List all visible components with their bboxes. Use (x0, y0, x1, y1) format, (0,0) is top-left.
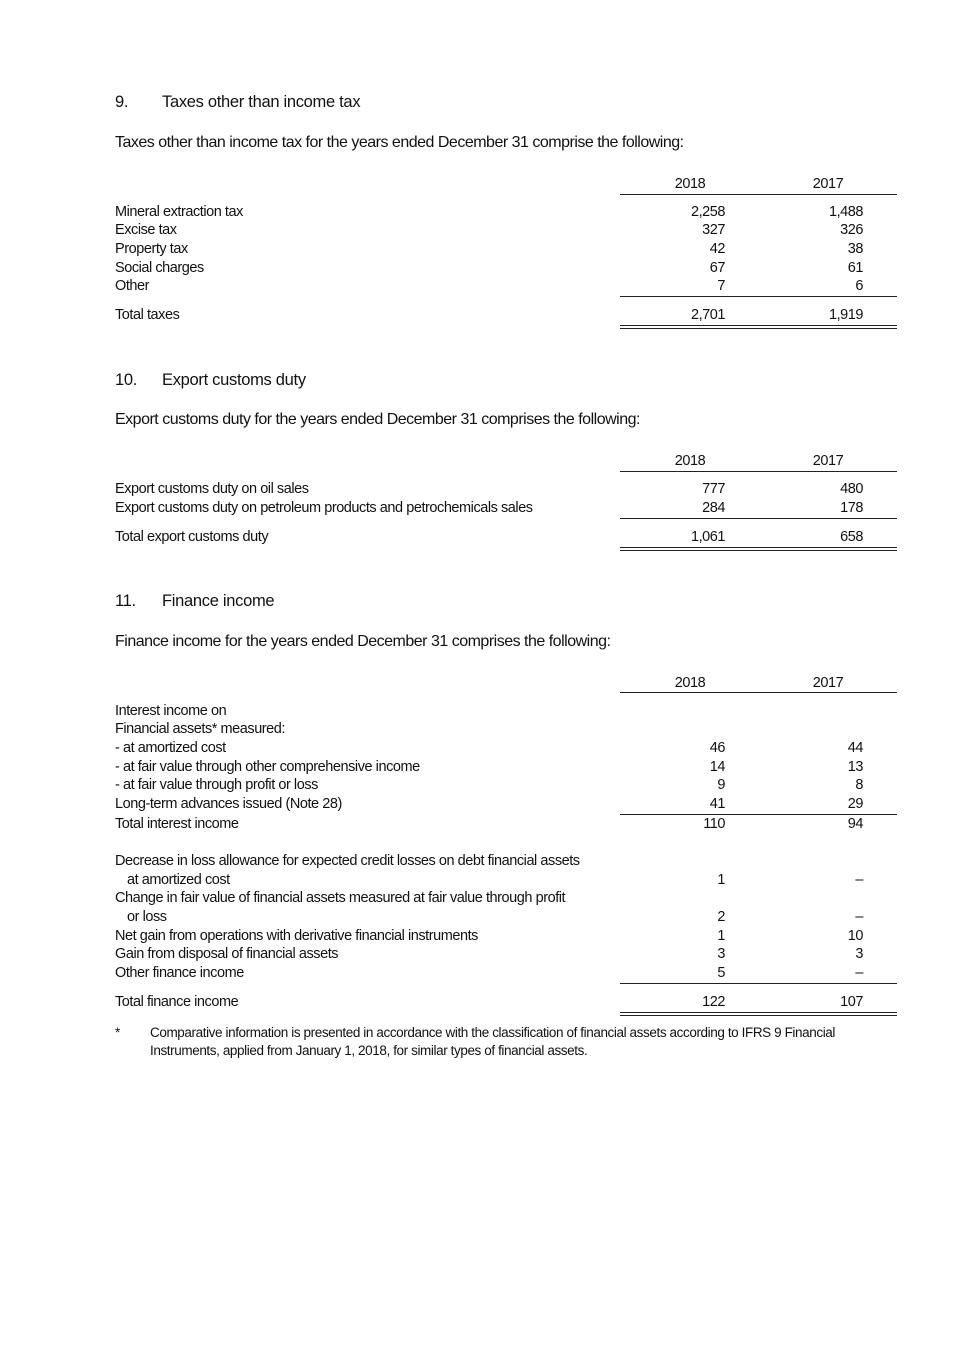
value-2018: 14 (709, 759, 725, 775)
value-2018: 3 (717, 946, 725, 962)
section-10-title: Export customs duty (162, 371, 306, 389)
table-row-label: Mineral extraction tax (115, 204, 243, 220)
table-row-label: Property tax (115, 241, 188, 257)
subtotal-rule (620, 518, 897, 519)
year-header-2017: 2017 (812, 453, 844, 469)
value-2018: 46 (709, 740, 725, 756)
value-2018: 2 (717, 909, 725, 925)
value-2017: 326 (840, 222, 863, 238)
table-row-label: Long-term advances issued (Note 28) (115, 796, 342, 812)
section-11-intro: Finance income for the years ended December 31 comprises the following: (115, 633, 611, 650)
value-2017: 8 (855, 777, 863, 793)
value-2017: 29 (847, 796, 863, 812)
section-11-title: Finance income (162, 592, 275, 610)
subtotal-rule (620, 296, 897, 297)
value-2017: 1,488 (828, 204, 863, 220)
table-row-label-cont: or loss (127, 909, 167, 925)
table-row-label: Decrease in loss allowance for expected credit losses on debt financial assets (115, 853, 580, 869)
value-2017: – (855, 965, 863, 981)
financial-assets-header: Financial assets* measured: (115, 721, 285, 737)
value-2018: 67 (709, 260, 725, 276)
value-2018: 9 (717, 777, 725, 793)
value-2017: 61 (847, 260, 863, 276)
total-label: Total export customs duty (115, 529, 269, 545)
table-row-label: - at fair value through profit or loss (115, 777, 318, 793)
header-rule (620, 692, 897, 693)
section-9-title: Taxes other than income tax (162, 93, 361, 111)
section-9-intro: Taxes other than income tax for the years ended December 31 comprise the following: (115, 134, 684, 151)
table-row-label: Other (115, 278, 150, 294)
value-2017: – (855, 872, 863, 888)
interest-total-2017: 94 (847, 816, 863, 832)
value-2017: 13 (847, 759, 863, 775)
section-10-intro: Export customs duty for the years ended December 31 comprises the following: (115, 411, 640, 428)
table-row-label: - at amortized cost (115, 740, 226, 756)
total-label: Total finance income (115, 994, 239, 1010)
year-header-2018: 2018 (674, 176, 706, 192)
total-value-2017: 658 (840, 529, 863, 545)
value-2018: 2,258 (690, 204, 725, 220)
total-value-2018: 2,701 (690, 307, 725, 323)
value-2017: 3 (855, 946, 863, 962)
value-2018: 327 (702, 222, 725, 238)
footnote-marker: * (115, 1025, 120, 1040)
year-header-2018: 2018 (674, 675, 706, 691)
year-header-2017: 2017 (812, 176, 844, 192)
year-header-2017: 2017 (812, 675, 844, 691)
total-value-2017: 1,919 (828, 307, 863, 323)
total-double-rule (620, 1012, 897, 1016)
value-2017: 38 (847, 241, 863, 257)
total-value-2018: 1,061 (690, 529, 725, 545)
footnote-text: Comparative information is presented in accordance with the classification of financial assets according to IFRS 9 Financial Instruments, applied from January 1, 2018, for similar types of financial assets. (150, 1025, 836, 1058)
section-9-number: 9. (115, 93, 129, 111)
table-row-label: Change in fair value of financial assets measured at fair value through profit (115, 890, 566, 906)
value-2018: 1 (717, 928, 725, 944)
table-row-label: Net gain from operations with derivative financial instruments (115, 928, 478, 944)
value-2017: 178 (840, 500, 863, 516)
table-row-label: Excise tax (115, 222, 177, 238)
value-2018: 777 (702, 481, 725, 497)
subtotal-rule (620, 983, 897, 984)
value-2018: 41 (709, 796, 725, 812)
interest-total-label: Total interest income (115, 816, 239, 832)
total-double-rule (620, 325, 897, 329)
table-row-label: Export customs duty on petroleum products and petrochemicals sales (115, 500, 533, 516)
header-rule (620, 194, 897, 195)
value-2017: 44 (847, 740, 863, 756)
value-2017: 10 (847, 928, 863, 944)
value-2017: – (855, 909, 863, 925)
table-row-label: Social charges (115, 260, 204, 276)
value-2018: 42 (709, 241, 725, 257)
subtotal-rule (620, 814, 897, 815)
year-header-2018: 2018 (674, 453, 706, 469)
total-value-2018: 122 (702, 994, 725, 1010)
value-2018: 1 (717, 872, 725, 888)
interest-total-2018: 110 (703, 816, 725, 832)
interest-income-header: Interest income on (115, 703, 227, 719)
header-rule (620, 471, 897, 472)
value-2018: 284 (702, 500, 725, 516)
table-row-label: Gain from disposal of financial assets (115, 946, 339, 962)
section-11-number: 11. (115, 592, 136, 610)
total-value-2017: 107 (840, 994, 863, 1010)
table-row-label: - at fair value through other comprehensive income (115, 759, 420, 775)
value-2017: 6 (855, 278, 863, 294)
section-10-number: 10. (115, 371, 138, 389)
table-row-label: Other finance income (115, 965, 244, 981)
value-2018: 7 (717, 278, 725, 294)
table-row-label-cont: at amortized cost (127, 872, 230, 888)
value-2017: 480 (840, 481, 863, 497)
total-label: Total taxes (115, 307, 180, 323)
table-row-label: Export customs duty on oil sales (115, 481, 309, 497)
total-double-rule (620, 547, 897, 551)
value-2018: 5 (717, 965, 725, 981)
